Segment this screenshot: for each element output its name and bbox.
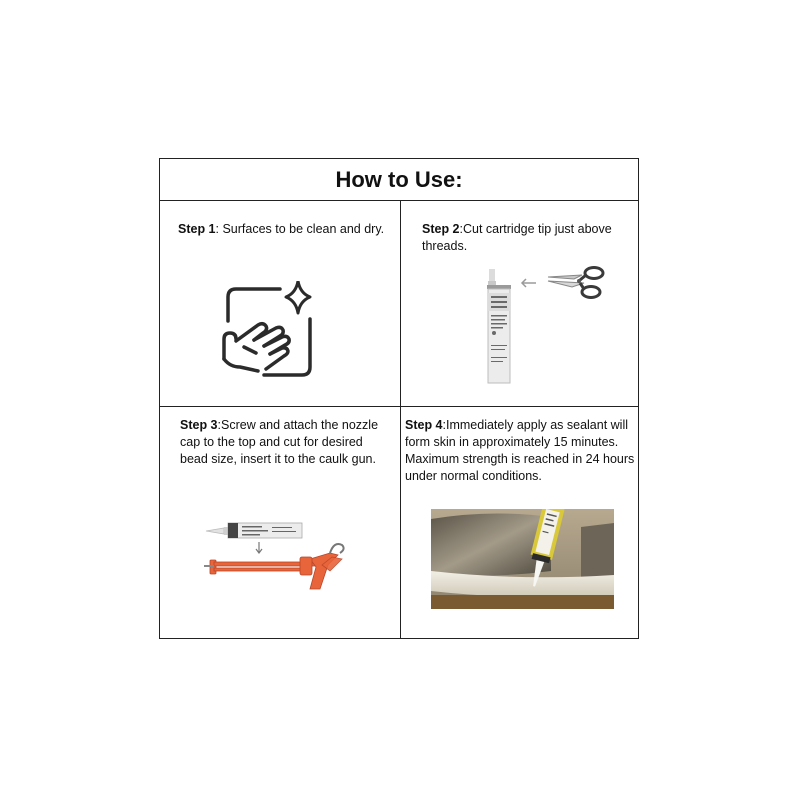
- caulk-gun-icon: [204, 515, 364, 590]
- step-3-text: [180, 417, 385, 468]
- caulk-gun-body-icon: [210, 553, 342, 589]
- step-4-label: Step 4: [405, 418, 443, 432]
- scissors-icon: [548, 268, 603, 298]
- step-2-text: [422, 221, 627, 255]
- cartridge-tube-icon: [206, 523, 302, 538]
- step-1-label: Step 1: [178, 222, 216, 236]
- arrow-down-icon: [256, 542, 262, 553]
- step-4-text: [405, 417, 637, 485]
- scissors-cartridge-icon: [476, 261, 616, 386]
- step-4-description: :Immediately apply as sealant will form skin in approximately 15 minutes. Maximum strength is reached in 24 hours under normal conditions.: [405, 418, 635, 483]
- step-3-label: Step 3: [180, 418, 218, 432]
- step-1-text: [178, 221, 393, 238]
- step-1-cell: [160, 201, 400, 406]
- step-4-cell: [401, 407, 639, 638]
- sink-sealant-photo: [431, 509, 614, 609]
- arrow-left-icon: [522, 279, 536, 287]
- how-to-use-card: [159, 158, 639, 639]
- step-2-description: :Cut cartridge tip just above threads.: [422, 222, 612, 253]
- step-3-description: :Screw and attach the nozzle cap to the top and cut for desired bead size, insert it to the caulk gun.: [180, 418, 379, 466]
- step-1-description: : Surfaces to be clean and dry.: [215, 222, 385, 236]
- clean-hands-icon: [218, 281, 326, 381]
- step-2-cell: [401, 201, 639, 406]
- page-title: How to Use:: [160, 159, 638, 201]
- cartridge-tube-icon: [487, 269, 511, 383]
- step-2-label: Step 2: [422, 222, 460, 236]
- step-3-cell: [160, 407, 400, 638]
